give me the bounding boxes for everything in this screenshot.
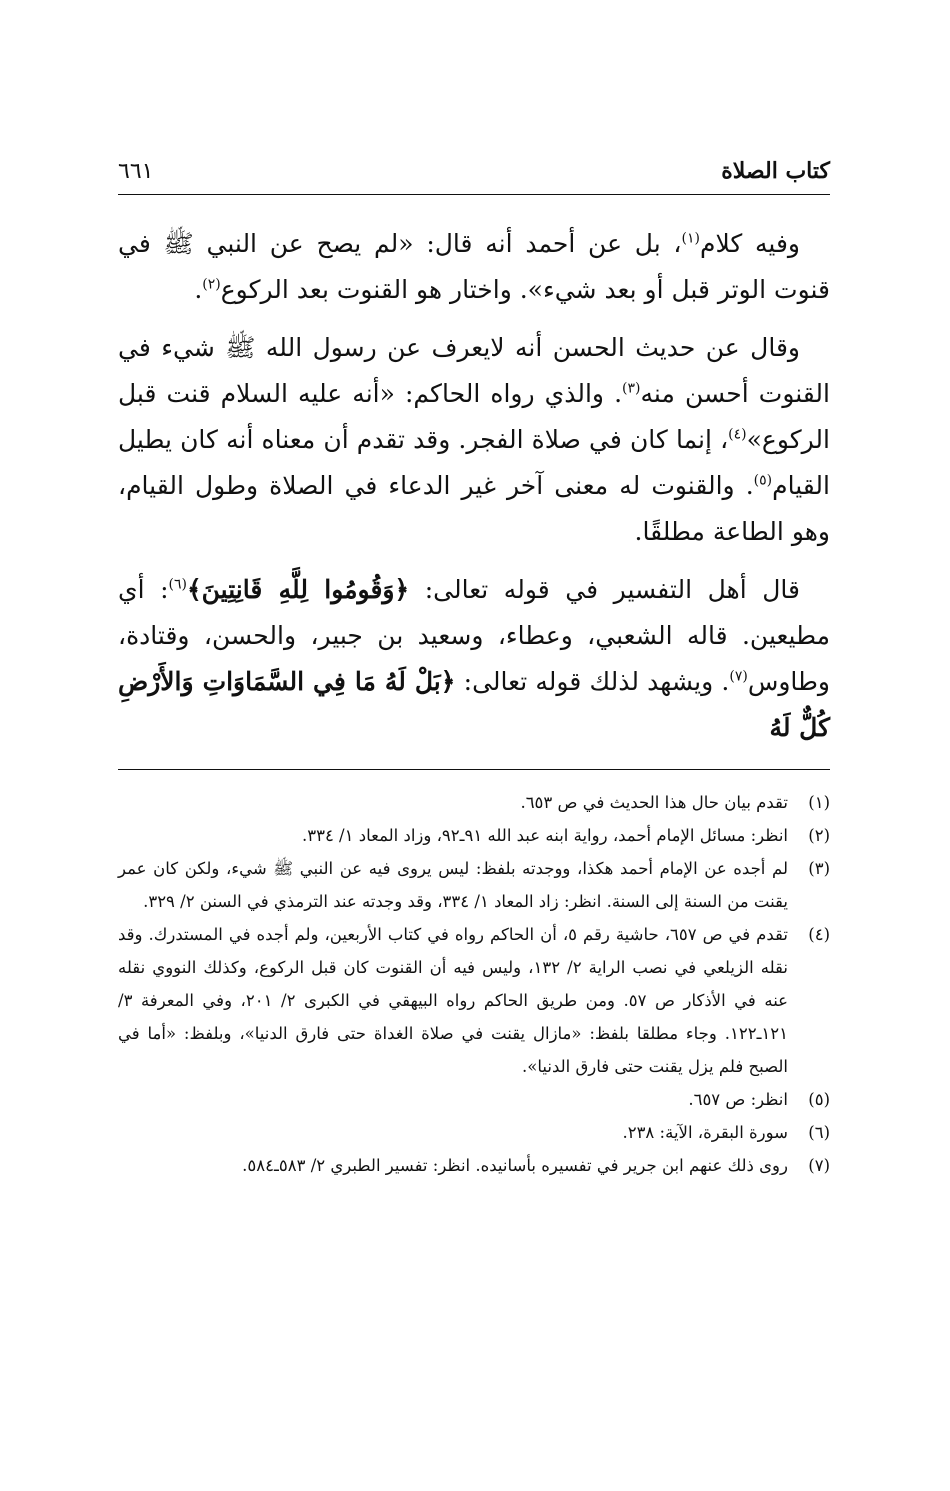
footnote-2 — [118, 819, 830, 852]
footnote-7 — [118, 1149, 830, 1182]
quran-verse-2: ﴿بَلْ لَهُ مَا فِي السَّمَاوَاتِ وَالأَرْضِ كُلٌّ لَهُ — [118, 667, 830, 742]
footnote-1 — [118, 786, 830, 819]
footnote-number: (٧) — [808, 1156, 830, 1175]
page-number: ٦٦١ — [118, 159, 154, 184]
footnote-text: لم أجده عن الإمام أحمد هكذا، ووجدته بلفظ: ليس يروى فيه عن النبي ﷺ شيء، ولكن كان عمر يقنت من السنة إلى السنة. انظر: زاد المعاد ١/ ٣٣٤، وقد وجدته عند الترمذي في السنن ٢/ ٣٢٩. — [118, 859, 788, 911]
footnote-text: انظر: مسائل الإمام أحمد، رواية ابنه عبد الله ٩١ـ٩٢، وزاد المعاد ١/ ٣٣٤. — [301, 826, 788, 845]
footnote-text: روى ذلك عنهم ابن جرير في تفسيره بأسانيده. انظر: تفسير الطبري ٢/ ٥٨٣ـ٥٨٤. — [242, 1156, 788, 1175]
footnote-ref-7[interactable]: (٧) — [729, 668, 748, 685]
paragraph-2: وقال عن حديث الحسن أنه لايعرف عن رسول الله ﷺ شيء في القنوت أحسن منه$^{(٣)}$. والذي رواه الحاكم: «أنه عليه السلام قنت قبل الركوع»$^{(٤)}$، إنما كان في صلاة الفجر. وقد تقدم أن معناه أنه كان يطيل القيام$^{(٥)}$. والقنوت له معنى آخر غير الدعاء في الصلاة وطول القيام، وهو الطاعة مطلقًا. — [118, 333, 830, 546]
footnote-separator — [118, 769, 830, 770]
footnote-5 — [118, 1083, 830, 1116]
page — [118, 150, 830, 1182]
paragraph-3: قال أهل التفسير في قوله تعالى: ﴿وَقُومُوا لِلَّهِ قَانِتِينَ﴾$^{(٦)}$: أي مطيعين. قاله الشعبي، وعطاء، وسعيد بن جبير، والحسن، وقتادة، وطاوس$^{(٧)}$. ويشهد لذلك قوله تعالى: ﴿بَلْ لَهُ مَا فِي السَّمَاوَاتِ وَالأَرْضِ كُلٌّ لَهُ — [118, 575, 831, 742]
footnote-ref-6[interactable]: (٦) — [168, 576, 187, 593]
footnote-text: تقدم في ص ٦٥٧، حاشية رقم ٥، أن الحاكم رواه في كتاب الأربعين، ولم أجده في المستدرك. وقد نقله الزيلعي في نصب الراية ٢/ ١٣٢، وليس فيه أن القنوت كان قبل الركوع، وكذلك النووي نقله عنه في الأذكار ص ٥٧. ومن طريق الحاكم رواه البيهقي في الكبرى ٢/ ٢٠١، وفي المعرفة ٣/ ١٢١ـ١٢٢. وجاء مطلقا بلفظ: «مازال يقنت في صلاة الغداة حتى فارق الدنيا»، وبلفظ: «أما في الصبح فلم يزل يقنت حتى فارق الدنيا». — [118, 925, 789, 1076]
footnotes — [118, 786, 830, 1182]
footnote-text: تقدم بيان حال هذا الحديث في ص ٦٥٣. — [520, 793, 788, 812]
main-text — [118, 221, 830, 751]
footnote-6 — [118, 1116, 830, 1149]
footnote-text: سورة البقرة، الآية: ٢٣٨. — [622, 1123, 788, 1142]
footnote-3 — [118, 852, 830, 918]
footnote-number: (١) — [808, 793, 830, 812]
chapter-title: كتاب الصلاة — [721, 158, 830, 184]
footnote-ref-5[interactable]: (٥) — [753, 472, 773, 489]
quran-verse-1: ﴿وَقُومُوا لِلَّهِ قَانِتِينَ﴾ — [187, 575, 410, 604]
footnote-text: انظر: ص ٦٥٧. — [688, 1090, 788, 1109]
footnote-number: (٦) — [808, 1123, 830, 1142]
footnote-ref-2[interactable]: (٢) — [202, 276, 221, 293]
footnote-number: (٥) — [808, 1090, 830, 1109]
footnote-ref-4[interactable]: (٤) — [728, 426, 747, 443]
footnote-4 — [118, 918, 830, 1083]
running-header — [118, 150, 830, 195]
footnote-ref-3[interactable]: (٣) — [622, 380, 641, 397]
paragraph-1: وفيه كلام$^{(١)}$، بل عن أحمد أنه قال: «لم يصح عن النبي ﷺ في قنوت الوتر قبل أو بعد شيء». واختار هو القنوت بعد الركوع$^{(٢)}$. — [118, 229, 830, 304]
footnote-number: (٤) — [808, 925, 830, 944]
footnote-number: (٢) — [808, 826, 830, 845]
footnote-number: (٣) — [808, 859, 830, 878]
footnote-ref-1[interactable]: (١) — [681, 230, 700, 247]
